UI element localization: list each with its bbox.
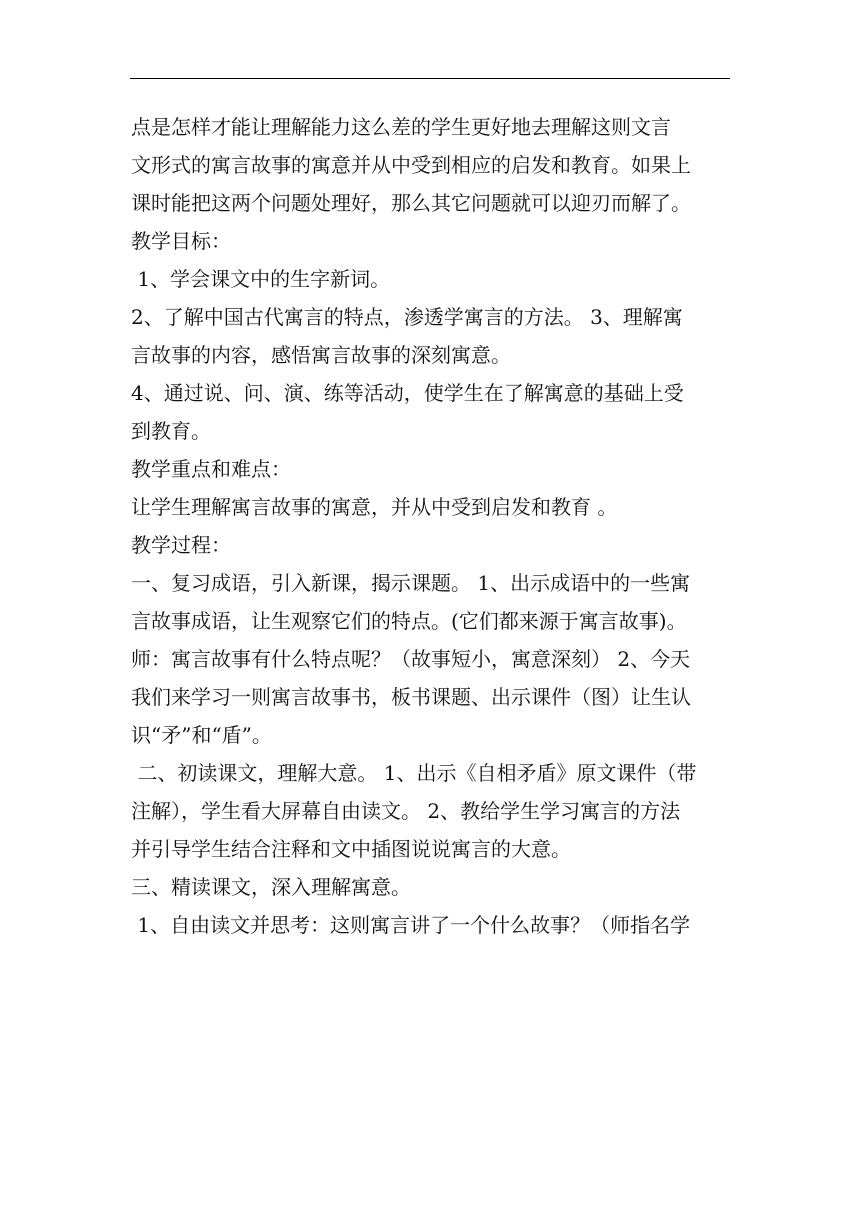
- text-line: 注解），学生看大屏幕自由读文。 2、教给学生学习寓言的方法: [131, 799, 681, 823]
- text-line: 到教育。: [131, 419, 211, 443]
- text-line: 让学生理解寓言故事的寓意，并从中受到启发和教育 。: [131, 495, 618, 519]
- section-heading-process: 教学过程：: [131, 533, 231, 557]
- text-line: 师：寓言故事有什么特点呢？（故事短小，寓意深刻） 2、今天: [131, 647, 691, 671]
- text-line: 1、自由读文并思考：这则寓言讲了一个什么故事？（师指名学: [131, 913, 691, 937]
- text-line: 点是怎样才能让理解能力这么差的学生更好地去理解这则文言: [131, 115, 671, 139]
- text-line: 并引导学生结合注释和文中插图说说寓言的大意。: [131, 837, 571, 861]
- text-line: 课时能把这两个问题处理好，那么其它问题就可以迎刃而解了。: [131, 191, 691, 215]
- list-item: 1、学会课文中的生字新词。: [131, 267, 391, 291]
- text-line: 三、精读课文，深入理解寓意。: [131, 875, 411, 899]
- text-line: 文形式的寓言故事的寓意并从中受到相应的启发和教育。如果上: [131, 153, 691, 177]
- text-line: 一、复习成语，引入新课，揭示课题。 1、出示成语中的一些寓: [131, 571, 691, 595]
- document-body: [131, 108, 731, 944]
- header-rule: [130, 78, 730, 79]
- list-item: 4、通过说、问、演、练等活动，使学生在了解寓意的基础上受: [131, 381, 684, 405]
- section-heading-key-points: 教学重点和难点：: [131, 457, 291, 481]
- text-line: 二、初读课文，理解大意。 1、出示《自相矛盾》原文课件（带: [131, 761, 697, 785]
- section-heading-objectives: 教学目标：: [131, 229, 231, 253]
- text-line: 我们来学习一则寓言故事书，板书课题、出示课件（图）让生认: [131, 685, 691, 709]
- list-item: 2、了解中国古代寓言的特点，渗透学寓言的方法。 3、理解寓: [131, 305, 683, 329]
- text-line: 言故事的内容，感悟寓言故事的深刻寓意。: [131, 343, 511, 367]
- text-line: 识“矛”和“盾”。: [131, 723, 272, 747]
- text-line: 言故事成语，让生观察它们的特点。(它们都来源于寓言故事)。: [131, 609, 687, 633]
